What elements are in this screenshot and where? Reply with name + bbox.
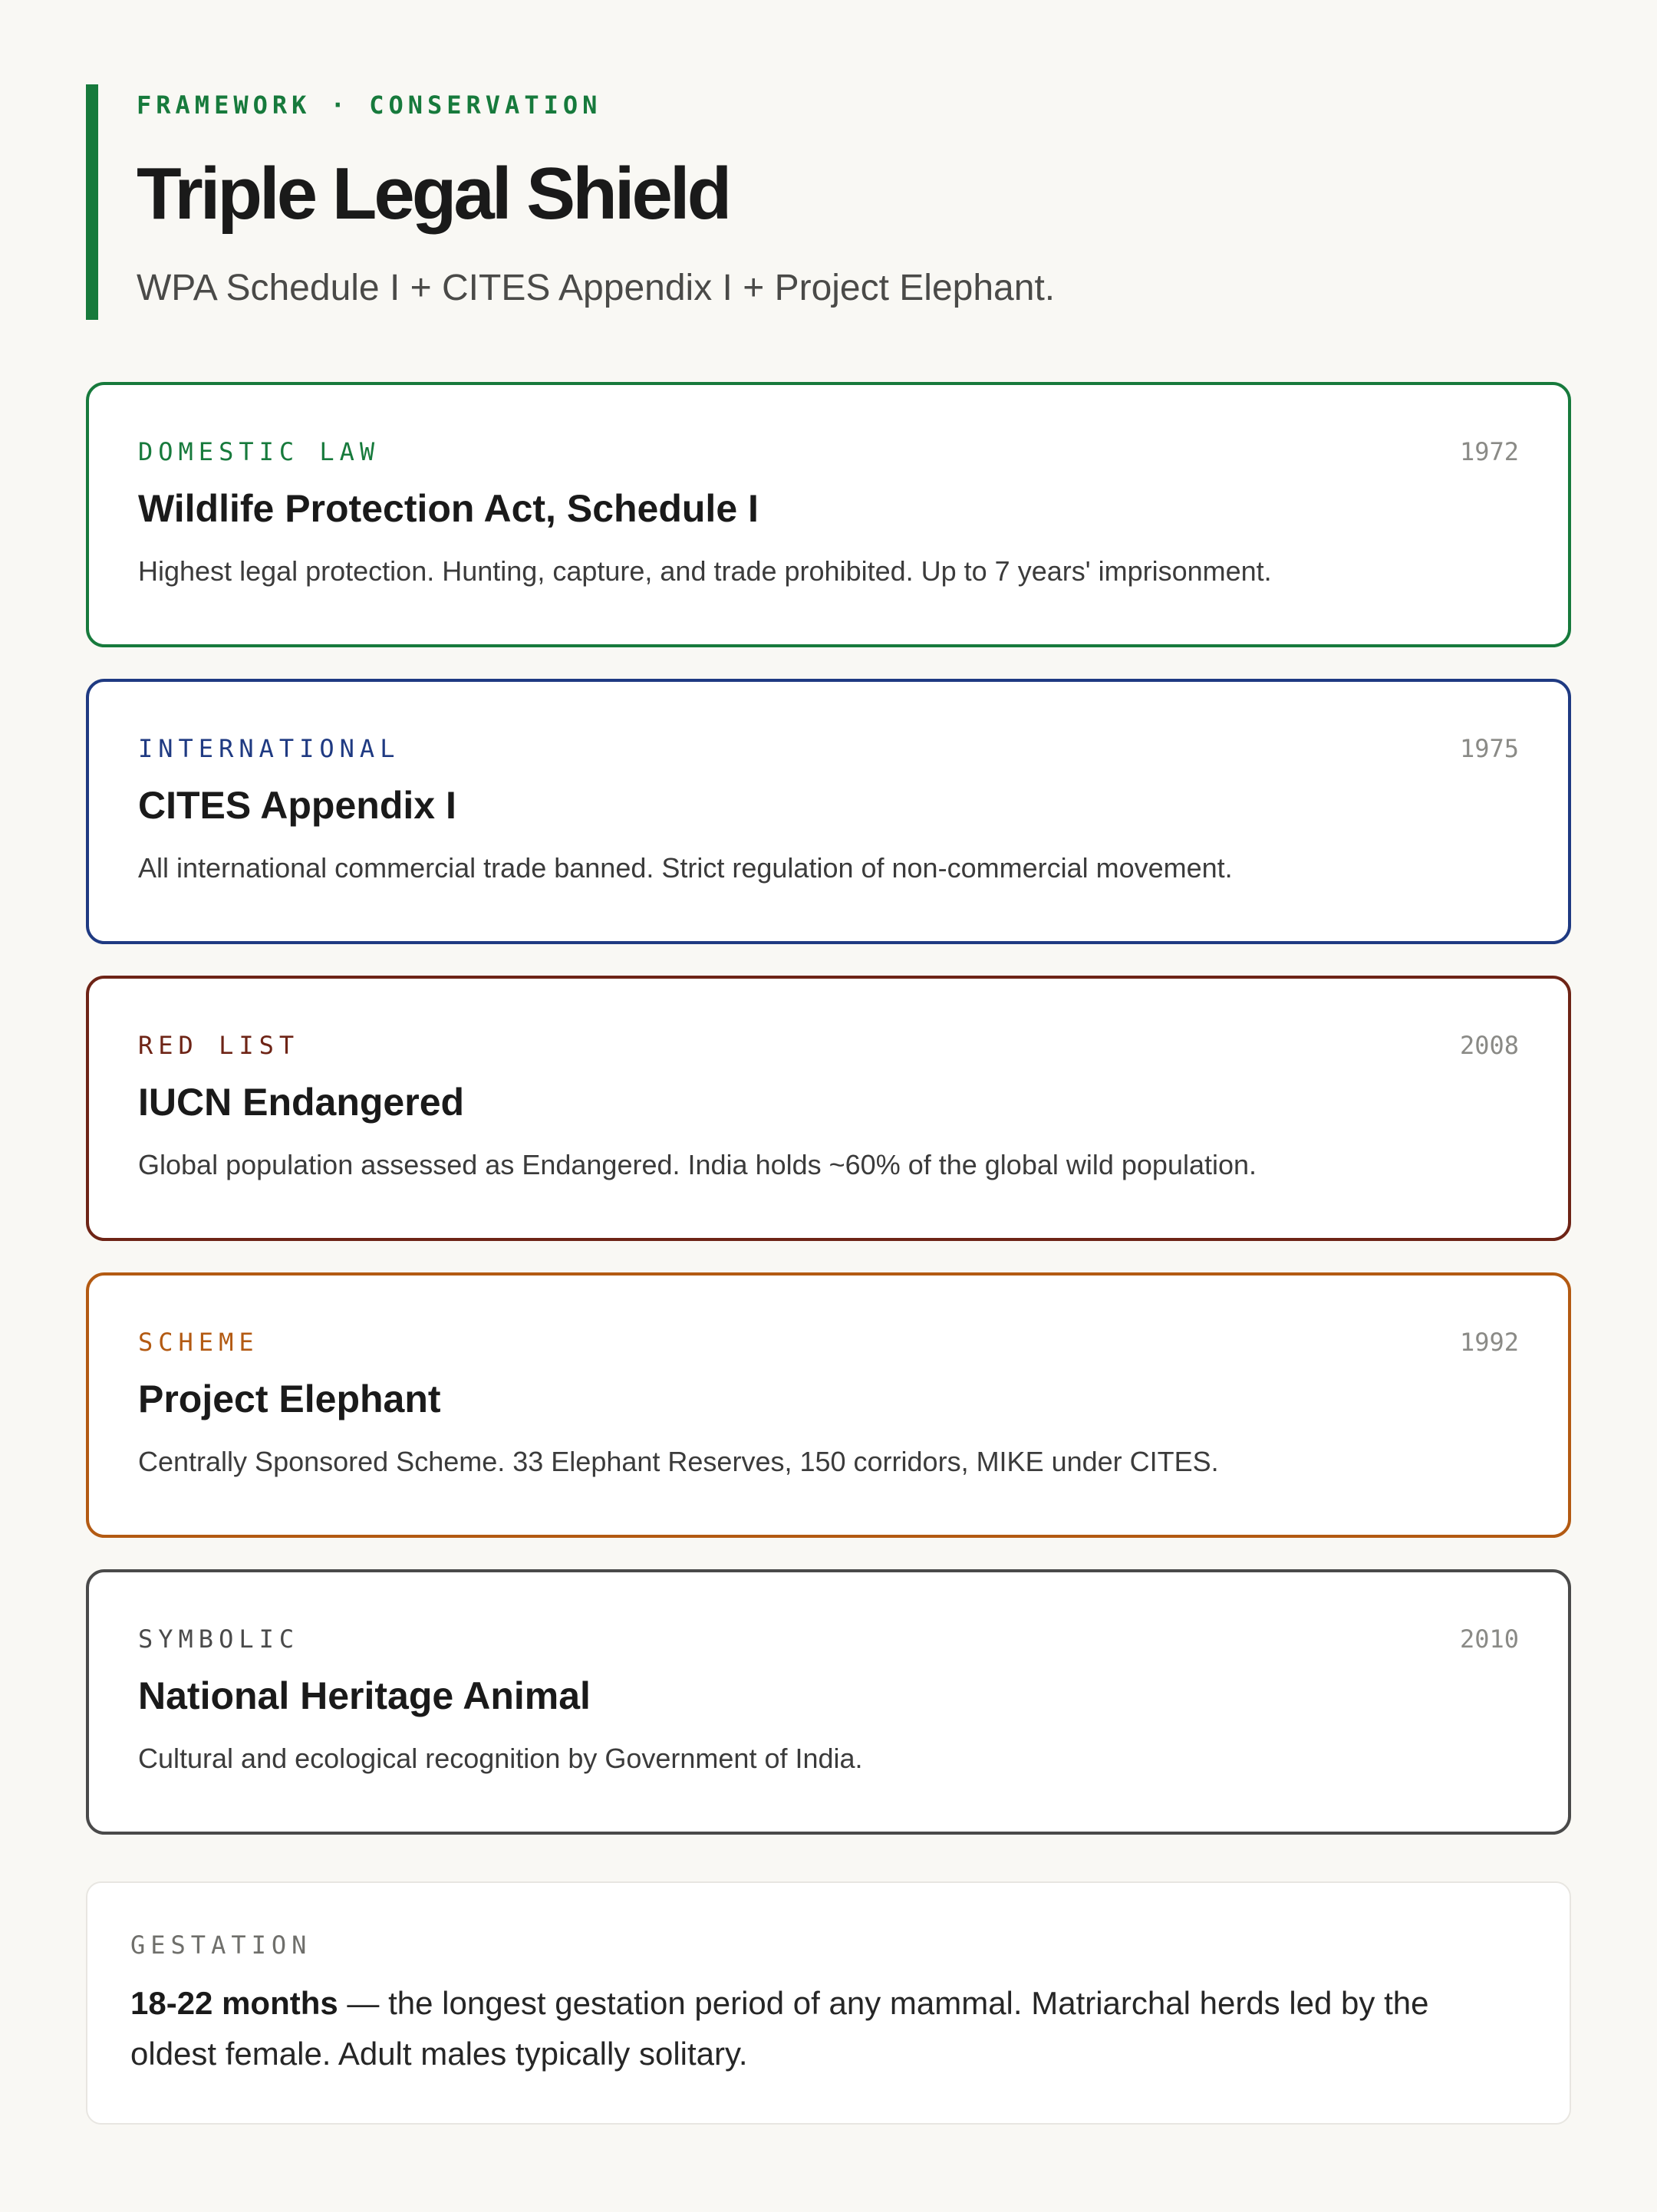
card-title: National Heritage Animal <box>138 1674 591 1717</box>
card-category-tag: INTERNATIONAL <box>138 734 400 763</box>
header-accent-bar <box>86 84 98 320</box>
card-year: 1992 <box>1459 1328 1519 1357</box>
card-category-tag: SCHEME <box>138 1328 259 1357</box>
card-category-tag: SYMBOLIC <box>138 1624 300 1654</box>
page-header <box>86 84 1571 320</box>
protection-card-list <box>86 382 1571 1866</box>
eyebrow-label: FRAMEWORK · CONSERVATION <box>137 91 602 120</box>
page-subtitle: WPA Schedule I + CITES Appendix I + Project Elephant. <box>137 268 1056 308</box>
protection-card-project-elephant <box>86 1272 1571 1538</box>
protection-card-wpa <box>86 382 1571 647</box>
card-description: All international commercial trade banned. Strict regulation of non-commercial movement. <box>138 852 1233 884</box>
card-year: 2010 <box>1459 1624 1519 1654</box>
note-body: — the longest gestation period of any mammal. Matriarchal herds led by the oldest female. Adult males typically solitary. <box>130 1985 1429 2072</box>
card-year: 1972 <box>1459 437 1519 466</box>
protection-card-heritage <box>86 1569 1571 1835</box>
card-year: 2008 <box>1459 1031 1519 1060</box>
card-description: Global population assessed as Endangered. India holds ~60% of the global wild population. <box>138 1149 1257 1180</box>
protection-card-cites <box>86 679 1571 944</box>
card-category-tag: RED LIST <box>138 1031 300 1060</box>
page <box>86 84 1571 2072</box>
card-title: Project Elephant <box>138 1378 441 1420</box>
page-title: Triple Legal Shield <box>137 153 730 235</box>
card-category-tag: DOMESTIC LAW <box>138 437 380 466</box>
card-title: IUCN Endangered <box>138 1081 465 1124</box>
note-highlight: 18-22 months <box>130 1985 338 2021</box>
card-description: Cultural and ecological recognition by Government of India. <box>138 1743 863 1774</box>
card-description: Highest legal protection. Hunting, capture, and trade prohibited. Up to 7 years' imprisonment. <box>138 555 1272 587</box>
card-title: Wildlife Protection Act, Schedule I <box>138 487 759 530</box>
note-text <box>130 1978 1511 2079</box>
card-title: CITES Appendix I <box>138 784 456 827</box>
card-year: 1975 <box>1459 734 1519 763</box>
gestation-note <box>86 1881 1571 2125</box>
protection-card-iucn <box>86 976 1571 1241</box>
card-description: Centrally Sponsored Scheme. 33 Elephant Reserves, 150 corridors, MIKE under CITES. <box>138 1446 1219 1477</box>
note-label: GESTATION <box>130 1931 312 1960</box>
